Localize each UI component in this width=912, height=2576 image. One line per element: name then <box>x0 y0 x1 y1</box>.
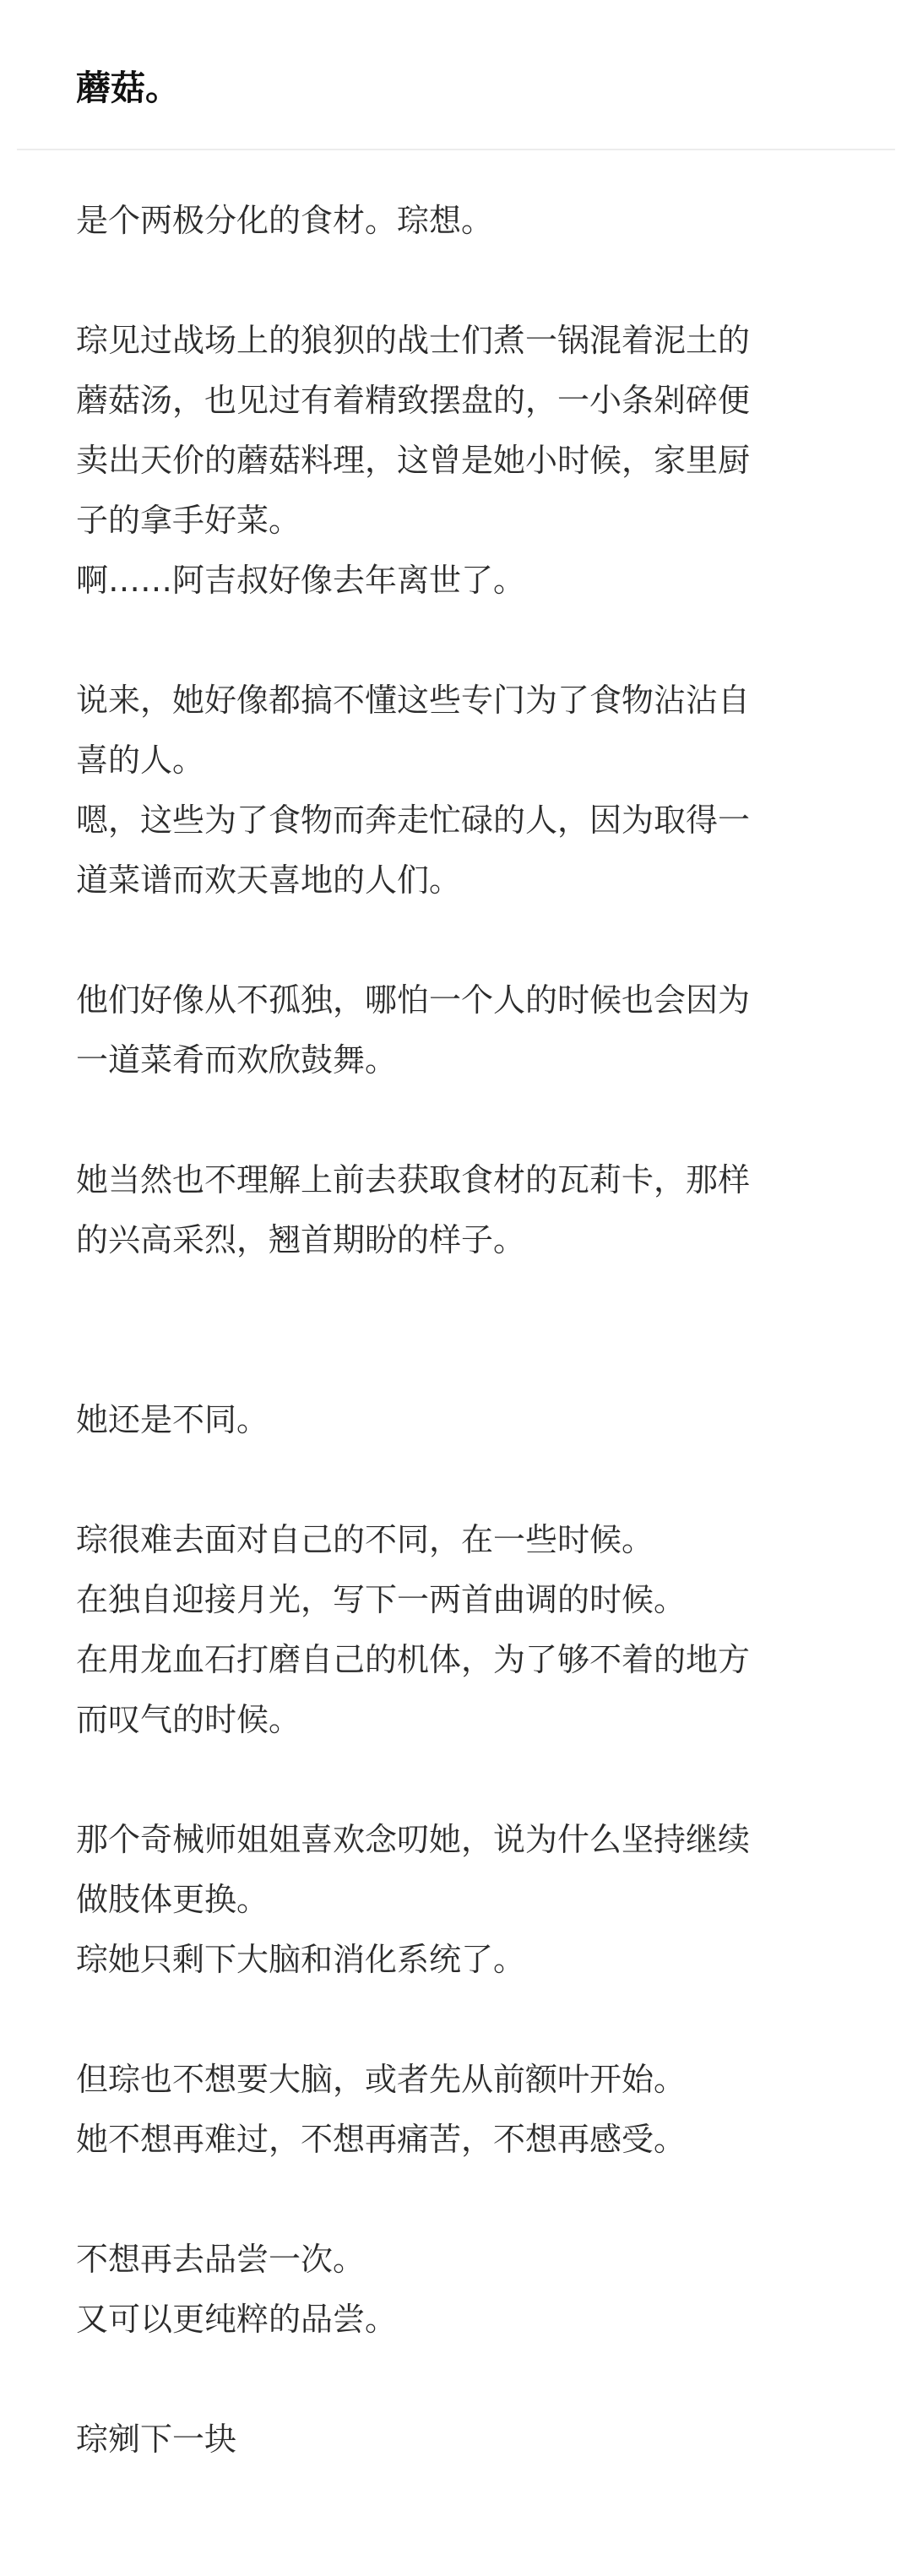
article-body <box>76 191 861 2470</box>
text-line: 但琮也不想要大脑，或者先从前额叶开始。 <box>76 2061 687 2098</box>
text-line: 琮很难去面对自己的不同，在一些时候。 <box>76 1521 654 1558</box>
paragraph-spacer <box>76 2170 861 2230</box>
text-line: 一道菜肴而欢欣鼓舞。 <box>76 1041 398 1079</box>
paragraph <box>76 671 861 910</box>
paragraph-spacer <box>76 1270 861 1390</box>
text-line: 又可以更纯粹的品尝。 <box>76 2301 398 2338</box>
text-line: 他们好像从不孤独，哪怕一个人的时候也会因为 <box>76 981 751 1019</box>
paragraph <box>76 1510 861 1750</box>
paragraph-spacer <box>76 1750 861 1810</box>
text-line: 说来，她好像都搞不懂这些专门为了食物沾沾自 <box>76 682 751 719</box>
text-line: 她还是不同。 <box>76 1401 269 1438</box>
paragraph <box>76 1390 861 1450</box>
text-line: 琮剜下一块 <box>76 2421 237 2458</box>
text-line: 她当然也不理解上前去获取食材的瓦莉卡，那样 <box>76 1161 751 1198</box>
paragraph-spacer <box>76 611 861 671</box>
paragraph <box>76 1810 861 1990</box>
paragraph <box>76 2410 861 2470</box>
text-line: 嗯，这些为了食物而奔走忙碌的人，因为取得一 <box>76 802 751 839</box>
text-line: 在独自迎接月光，写下一两首曲调的时候。 <box>76 1581 687 1618</box>
text-line: 而叹气的时候。 <box>76 1701 301 1738</box>
text-line: 琮她只剩下大脑和消化系统了。 <box>76 1941 526 1978</box>
paragraph <box>76 311 861 611</box>
text-line: 子的拿手好菜。 <box>76 502 301 539</box>
paragraph-spacer <box>76 2350 861 2410</box>
text-line: 道菜谱而欢天喜地的人们。 <box>76 861 462 899</box>
paragraph-spacer <box>76 1090 861 1150</box>
paragraph-spacer <box>76 1450 861 1510</box>
text-line: 啊……阿吉叔好像去年离世了。 <box>76 562 526 599</box>
paragraph-spacer <box>76 910 861 970</box>
paragraph-spacer <box>76 251 861 311</box>
text-line: 做肢体更换。 <box>76 1881 269 1918</box>
text-line: 卖出天价的蘑菇料理，这曾是她小时候，家里厨 <box>76 442 751 479</box>
paragraph <box>76 2230 861 2350</box>
text-line: 是个两极分化的食材。琮想。 <box>76 202 494 239</box>
text-line: 喜的人。 <box>76 742 205 779</box>
text-line: 那个奇械师姐姐喜欢念叨她，说为什么坚持继续 <box>76 1821 751 1858</box>
paragraph <box>76 1150 861 1270</box>
text-line: 她不想再难过，不想再痛苦，不想再感受。 <box>76 2121 687 2158</box>
article-title: 蘑菇。 <box>76 68 180 108</box>
paragraph <box>76 970 861 1090</box>
text-line: 不想再去品尝一次。 <box>76 2241 366 2278</box>
text-line: 在用龙血石打磨自己的机体，为了够不着的地方 <box>76 1641 751 1678</box>
paragraph <box>76 191 861 251</box>
text-line: 琮见过战场上的狼狈的战士们煮一锅混着泥土的 <box>76 322 751 359</box>
header-divider <box>17 149 895 150</box>
article-header <box>0 0 912 149</box>
paragraph <box>76 2050 861 2170</box>
paragraph-spacer <box>76 1990 861 2050</box>
text-line: 蘑菇汤，也见过有着精致摆盘的，一小条剁碎便 <box>76 382 751 419</box>
text-line: 的兴高采烈，翘首期盼的样子。 <box>76 1221 526 1258</box>
